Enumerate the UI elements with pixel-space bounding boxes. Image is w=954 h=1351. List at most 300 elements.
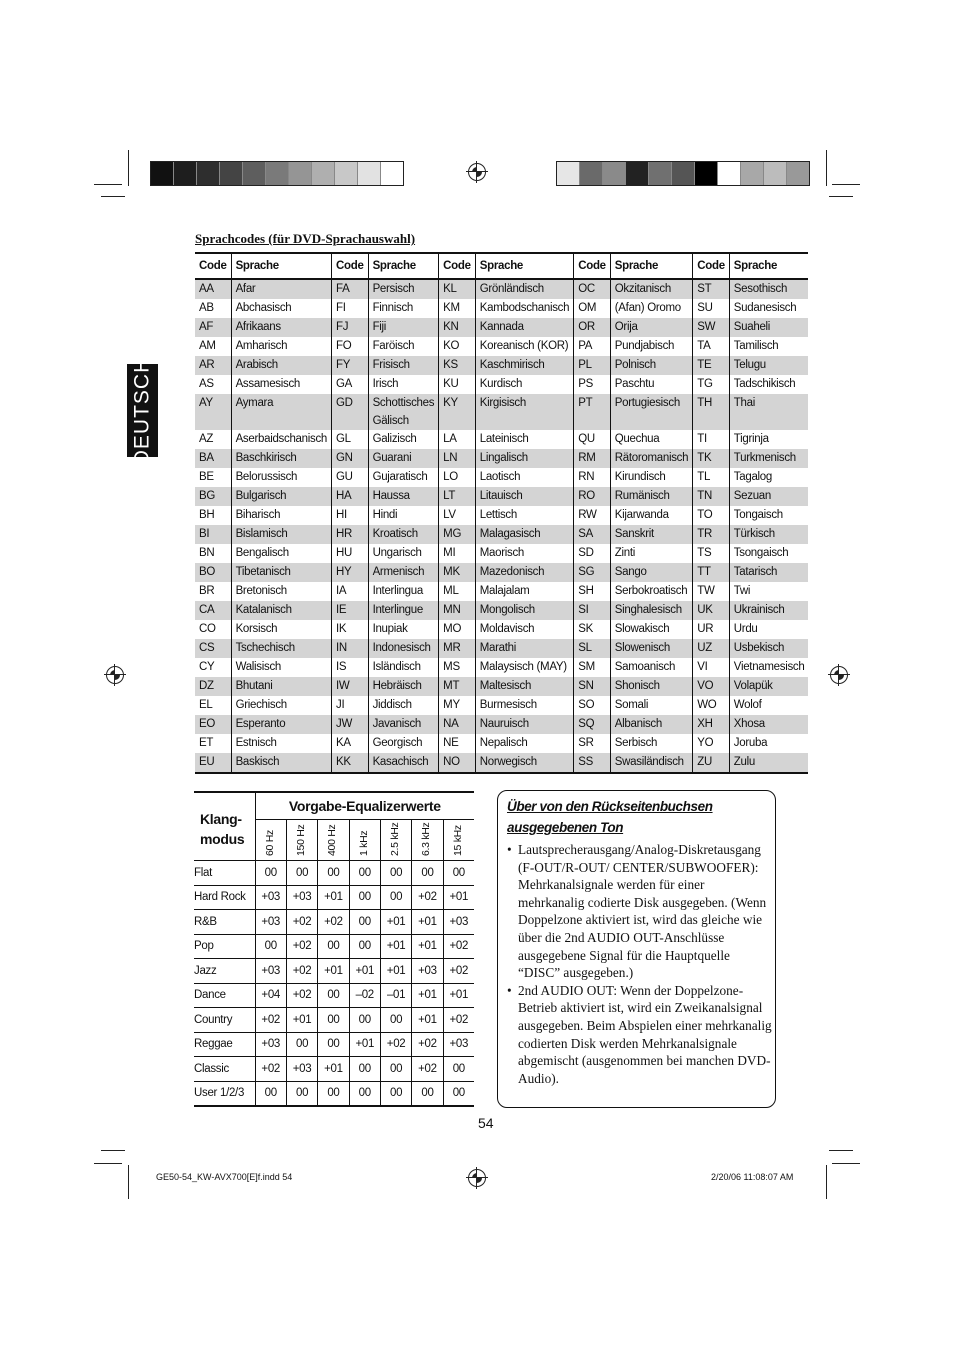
- language-name-cell: Litauisch: [475, 487, 573, 506]
- language-code-cell: EO: [195, 715, 231, 734]
- language-name-cell: Sesothisch: [729, 279, 808, 299]
- language-name-cell: Arabisch: [231, 356, 331, 375]
- equalizer-value: 00: [349, 885, 380, 910]
- equalizer-value: +03: [443, 1032, 474, 1057]
- footer-timestamp: 2/20/06 11:08:07 AM: [711, 1172, 794, 1182]
- color-swatch: [626, 162, 649, 185]
- language-name-cell: Pundjabisch: [610, 337, 692, 356]
- sound-mode-name: R&B: [194, 910, 255, 935]
- language-code-cell: TK: [693, 449, 730, 468]
- table-row: [194, 910, 474, 935]
- language-code-cell: KY: [439, 394, 476, 430]
- language-code-cell: EU: [195, 753, 231, 773]
- frequency-header: [349, 820, 380, 861]
- language-code-cell: CY: [199, 661, 215, 673]
- equalizer-value: 00: [443, 1081, 474, 1106]
- frequency-label: 2.5 kHz: [389, 822, 402, 856]
- language-name-cell: Finnisch: [368, 299, 439, 318]
- equalizer-value: +03: [443, 910, 474, 935]
- language-side-tab: [127, 356, 158, 465]
- table-row: [195, 658, 808, 677]
- language-code-cell: IA: [332, 582, 369, 601]
- table-row: [195, 337, 808, 356]
- language-name-cell: Telugu: [729, 356, 808, 375]
- table-row: [195, 563, 808, 582]
- table-row: [195, 375, 808, 394]
- language-code-cell: JW: [332, 715, 369, 734]
- language-name-cell: Polnisch: [610, 356, 692, 375]
- language-code-cell: TG: [693, 375, 730, 394]
- language-name-cell: Irisch: [368, 375, 439, 394]
- color-swatch: [289, 162, 312, 185]
- crop-mark: [128, 150, 129, 186]
- language-name-cell: Wolof: [729, 696, 808, 715]
- language-name-cell: Galizisch: [368, 430, 439, 449]
- language-code-cell: AS: [199, 378, 214, 390]
- sound-mode-name: Jazz: [194, 959, 255, 984]
- footer-file-name: GE50-54_KW-AVX700[E]f.indd 54: [156, 1172, 293, 1182]
- frequency-label: 6.3 kHz: [420, 822, 433, 856]
- language-name-cell: Kroatisch: [368, 525, 439, 544]
- table-row: [194, 934, 474, 959]
- language-name-cell: Burmesisch: [475, 696, 573, 715]
- registration-mark-icon: [106, 666, 124, 684]
- language-code-cell: AA: [195, 279, 231, 299]
- language-code-cell: UR: [693, 620, 730, 639]
- language-name-cell: Lingalisch: [475, 449, 573, 468]
- table-row: [195, 356, 808, 375]
- language-name-cell: Malaysisch (MAY): [475, 658, 573, 677]
- equalizer-value: 00: [412, 861, 443, 886]
- equalizer-value: +01: [380, 934, 411, 959]
- language-name-cell: Tsongaisch: [729, 544, 808, 563]
- language-name-cell: Usbekisch: [729, 639, 808, 658]
- language-column-header: Sprache: [729, 253, 808, 279]
- color-swatch: [335, 162, 358, 185]
- equalizer-value: 00: [286, 861, 317, 886]
- language-name-cell: Indonesisch: [368, 639, 439, 658]
- info-bullet-list: [507, 841, 772, 1087]
- crop-mark: [829, 1150, 853, 1151]
- language-name-cell: Bulgarisch: [231, 487, 331, 506]
- language-code-cell: GD: [332, 394, 369, 430]
- language-code-cell: HA: [332, 487, 369, 506]
- equalizer-value: 00: [349, 1081, 380, 1106]
- language-code-cell: ST: [693, 279, 730, 299]
- language-code-cell: SL: [574, 639, 611, 658]
- language-code-cell: GN: [332, 449, 369, 468]
- equalizer-value: 00: [349, 934, 380, 959]
- equalizer-value: 00: [380, 1008, 411, 1033]
- frequency-header: [380, 820, 411, 861]
- language-name-cell: Sanskrit: [610, 525, 692, 544]
- language-name-cell: Zinti: [610, 544, 692, 563]
- equalizer-value: +02: [412, 1057, 443, 1082]
- language-name-cell: Nauruisch: [475, 715, 573, 734]
- equalizer-value: +02: [443, 959, 474, 984]
- language-code-cell: HI: [332, 506, 369, 525]
- sound-mode-name: Flat: [194, 861, 255, 886]
- language-name-cell: Sezuan: [729, 487, 808, 506]
- frequency-header: [286, 820, 317, 861]
- table-row: [195, 582, 808, 601]
- table-row: [195, 279, 808, 299]
- language-code-cell: MI: [439, 544, 476, 563]
- equalizer-value: +02: [318, 910, 349, 935]
- language-name-cell: Tatarisch: [729, 563, 808, 582]
- language-name-cell: Malagasisch: [475, 525, 573, 544]
- language-name-cell: Schottisches Gälisch: [368, 394, 439, 430]
- equalizer-value: –02: [349, 983, 380, 1008]
- crop-mark: [829, 196, 853, 197]
- language-name-cell: Tigrinja: [729, 430, 808, 449]
- language-name-cell: Kaschmirisch: [475, 356, 573, 375]
- language-name-cell: Inupiak: [368, 620, 439, 639]
- language-name-cell: Walisisch: [231, 658, 331, 677]
- equalizer-value: +01: [380, 910, 411, 935]
- table-row: [195, 639, 808, 658]
- language-name-cell: Turkmenisch: [729, 449, 808, 468]
- color-swatch: [220, 162, 243, 185]
- language-code-cell: ET: [199, 737, 214, 749]
- language-name-cell: Assamesisch: [231, 375, 331, 394]
- language-name-cell: Interlingua: [368, 582, 439, 601]
- language-code-cell: RW: [574, 506, 611, 525]
- language-code-cell: QU: [574, 430, 611, 449]
- language-code-cell: SI: [574, 601, 611, 620]
- language-code-cell: GL: [332, 430, 369, 449]
- language-code-cell: FJ: [332, 318, 369, 337]
- language-name-cell: Nepalisch: [475, 734, 573, 753]
- language-code-cell: DZ: [195, 677, 231, 696]
- equalizer-value: 00: [255, 934, 286, 959]
- equalizer-value: 00: [318, 1032, 349, 1057]
- language-name-cell: Afar: [231, 279, 331, 299]
- language-name-cell: Marathi: [475, 639, 573, 658]
- preset-values-header: Vorgabe-Equalizerwerte: [255, 792, 474, 820]
- equalizer-value: +03: [255, 1032, 286, 1057]
- equalizer-value: +01: [443, 885, 474, 910]
- language-code-cell: HU: [332, 544, 369, 563]
- equalizer-value: +01: [412, 983, 443, 1008]
- table-row: [195, 544, 808, 563]
- code-column-header: Code: [574, 253, 611, 279]
- language-code-cell: VO: [693, 677, 730, 696]
- language-code-cell: MS: [439, 658, 476, 677]
- language-code-cell: MR: [439, 639, 476, 658]
- language-code-cell: TN: [693, 487, 730, 506]
- crop-mark: [128, 1165, 129, 1199]
- language-name-cell: Paschtu: [610, 375, 692, 394]
- language-code-cell: AB: [199, 302, 214, 314]
- equalizer-value: +01: [286, 1008, 317, 1033]
- table-row: [195, 299, 808, 318]
- registration-mark-icon: [468, 163, 486, 181]
- language-code-cell: TI: [693, 430, 730, 449]
- color-swatch: [741, 162, 764, 185]
- equalizer-value: +01: [412, 910, 443, 935]
- language-name-cell: Serbokroatisch: [610, 582, 692, 601]
- language-code-cell: LA: [439, 430, 476, 449]
- language-code-cell: TO: [693, 506, 730, 525]
- language-code-cell: PT: [574, 394, 611, 430]
- language-code-cell: LO: [439, 468, 476, 487]
- language-name-cell: Kambodschanisch: [475, 299, 573, 318]
- frequency-label: 1 kHz: [357, 830, 370, 856]
- language-name-cell: Armenisch: [368, 563, 439, 582]
- language-code-cell: YO: [693, 734, 730, 753]
- language-code-cell: KL: [439, 279, 476, 299]
- equalizer-value: 00: [318, 1081, 349, 1106]
- color-swatch: [787, 162, 809, 185]
- language-name-cell: Frisisch: [368, 356, 439, 375]
- language-code-cell: BE: [199, 471, 214, 483]
- language-name-cell: Tamilisch: [729, 337, 808, 356]
- equalizer-value: 00: [380, 1057, 411, 1082]
- page-number: 54: [478, 1115, 494, 1131]
- language-name-cell: Rumänisch: [610, 487, 692, 506]
- language-code-cell: KA: [332, 734, 369, 753]
- color-swatch: [197, 162, 220, 185]
- equalizer-value: +01: [318, 959, 349, 984]
- language-name-cell: Xhosa: [729, 715, 808, 734]
- table-row: [195, 487, 808, 506]
- equalizer-value: +03: [286, 885, 317, 910]
- language-name-cell: Gujaratisch: [368, 468, 439, 487]
- color-swatch: [266, 162, 289, 185]
- equalizer-value: +01: [380, 959, 411, 984]
- language-name-cell: Tibetanisch: [231, 563, 331, 582]
- language-name-cell: Bretonisch: [231, 582, 331, 601]
- sound-mode-name: Hard Rock: [194, 885, 255, 910]
- language-code-cell: SW: [693, 318, 730, 337]
- language-code-cell: IE: [332, 601, 369, 620]
- language-name-cell: Baskisch: [231, 753, 331, 773]
- language-code-cell: IW: [332, 677, 369, 696]
- language-name-cell: Samoanisch: [610, 658, 692, 677]
- language-code-cell: RM: [574, 449, 611, 468]
- table-row: [195, 601, 808, 620]
- language-name-cell: Lateinisch: [475, 430, 573, 449]
- frequency-header: [255, 820, 286, 861]
- language-code-cell: LV: [439, 506, 476, 525]
- language-code-cell: SR: [574, 734, 611, 753]
- language-name-cell: Thai: [729, 394, 808, 430]
- frequency-label: 60 Hz: [263, 830, 276, 856]
- crop-mark: [832, 184, 860, 185]
- equalizer-value: 00: [349, 1008, 380, 1033]
- frequency-label: 400 Hz: [326, 824, 339, 856]
- language-code-cell: TA: [693, 337, 730, 356]
- equalizer-value: 00: [255, 1081, 286, 1106]
- equalizer-value: –01: [380, 983, 411, 1008]
- language-code-cell: MY: [439, 696, 476, 715]
- language-code-cell: PL: [574, 356, 611, 375]
- language-code-cell: TT: [693, 563, 730, 582]
- sound-mode-name: User 1/2/3: [194, 1087, 245, 1100]
- language-name-cell: Albanisch: [610, 715, 692, 734]
- language-code-cell: AR: [195, 356, 231, 375]
- language-name-cell: Jiddisch: [368, 696, 439, 715]
- table-row: [195, 677, 808, 696]
- language-name-cell: Swasiländisch: [610, 753, 692, 773]
- language-code-cell: AY: [195, 394, 231, 430]
- language-code-cell: KK: [332, 753, 369, 773]
- language-name-cell: Slowakisch: [610, 620, 692, 639]
- language-name-cell: Tagalog: [729, 468, 808, 487]
- language-name-cell: Vietnamesisch: [729, 658, 808, 677]
- language-code-cell: NO: [439, 753, 476, 773]
- color-swatch: [312, 162, 335, 185]
- language-code-cell: ML: [439, 582, 476, 601]
- table-row: [195, 753, 808, 773]
- table-row: [195, 449, 808, 468]
- language-name-cell: Lettisch: [475, 506, 573, 525]
- equalizer-value: +02: [255, 1008, 286, 1033]
- info-box-title: [507, 796, 727, 838]
- language-name-cell: Fiji: [368, 318, 439, 337]
- equalizer-value: +01: [443, 983, 474, 1008]
- sound-mode-header: [194, 792, 255, 861]
- language-name-cell: Kasachisch: [368, 753, 439, 773]
- language-name-cell: Bhutani: [231, 677, 331, 696]
- color-bar-left: [150, 161, 404, 186]
- language-name-cell: Haussa: [368, 487, 439, 506]
- language-name-cell: Maltesisch: [475, 677, 573, 696]
- language-code-cell: TW: [693, 582, 730, 601]
- equalizer-value: 00: [349, 910, 380, 935]
- frequency-label: 15 kHz: [451, 825, 464, 856]
- language-code-cell: NE: [439, 734, 476, 753]
- language-name-cell: Biharisch: [231, 506, 331, 525]
- language-code-cell: TH: [693, 394, 730, 430]
- language-column-header: Sprache: [475, 253, 573, 279]
- info-bullet: • Lautsprecherausgang/Analog-Diskretausgang (F-OUT/R-OUT/ CENTER/SUBWOOFER): Mehrkanalsignale werden für einer mehrkanalig codierte Disk ausgegeben. (Wenn Doppelzone aktiviert ist, wird das gleiche wie über die 2nd AUDIO OUT-Anschlüsse ausgegebene Signal für die Hauptquelle “DISC” ausgegeben.): [507, 841, 772, 982]
- equalizer-value: 00: [318, 934, 349, 959]
- language-code-cell: KU: [439, 375, 476, 394]
- equalizer-value: 00: [318, 1008, 349, 1033]
- color-swatch: [718, 162, 741, 185]
- language-name-cell: Tadschikisch: [729, 375, 808, 394]
- language-code-cell: JI: [332, 696, 369, 715]
- sound-mode-name: Classic: [194, 1057, 255, 1082]
- language-code-cell: GA: [332, 375, 369, 394]
- language-code-cell: TS: [693, 544, 730, 563]
- equalizer-value: +03: [255, 885, 286, 910]
- info-title-line1: Über von den Rückseitenbuchsen: [507, 799, 713, 814]
- equalizer-value: +02: [286, 910, 317, 935]
- table-row: [195, 696, 808, 715]
- language-code-cell: SA: [574, 525, 611, 544]
- language-name-cell: Bengalisch: [231, 544, 331, 563]
- language-name-cell: Belorussisch: [231, 468, 331, 487]
- registration-mark-icon: [468, 1169, 486, 1187]
- language-code-cell: AZ: [199, 433, 214, 445]
- color-swatch: [381, 162, 403, 185]
- equalizer-value: 00: [318, 983, 349, 1008]
- language-codes-title: Sprachcodes (für DVD-Sprachauswahl): [195, 231, 416, 246]
- sound-mode-name: Pop: [194, 934, 255, 959]
- sound-mode-header-line2: modus: [200, 831, 245, 847]
- code-column-header: Code: [195, 253, 231, 279]
- language-code-cell: MT: [439, 677, 476, 696]
- frequency-header: [443, 820, 474, 861]
- equalizer-value: +01: [318, 1057, 349, 1082]
- equalizer-value: +02: [255, 1057, 286, 1082]
- table-row: [195, 506, 808, 525]
- language-code-cell: PS: [574, 375, 611, 394]
- equalizer-value: +02: [443, 934, 474, 959]
- equalizer-value: +03: [286, 1057, 317, 1082]
- language-code-cell: PA: [574, 337, 611, 356]
- language-name-cell: Kannada: [475, 318, 573, 337]
- language-code-cell: SS: [574, 753, 611, 773]
- language-code-cell: SO: [574, 696, 611, 715]
- language-code-cell: OR: [574, 318, 611, 337]
- language-name-cell: Korsisch: [231, 620, 331, 639]
- crop-mark: [94, 184, 122, 185]
- crop-mark: [832, 1163, 860, 1164]
- color-swatch: [672, 162, 695, 185]
- language-name-cell: Afrikaans: [231, 318, 331, 337]
- table-row: [194, 983, 474, 1008]
- language-code-cell: MO: [439, 620, 476, 639]
- sound-mode-name: Country: [194, 1008, 255, 1033]
- language-name-cell: Ukrainisch: [729, 601, 808, 620]
- language-name-cell: Baschkirisch: [231, 449, 331, 468]
- language-code-cell: AF: [195, 318, 231, 337]
- language-column-header: Sprache: [368, 253, 439, 279]
- language-name-cell: Griechisch: [231, 696, 331, 715]
- language-code-cell: CA: [195, 601, 231, 620]
- language-code-cell: FA: [332, 279, 369, 299]
- crop-mark: [94, 1163, 122, 1164]
- language-code-cell: SK: [574, 620, 611, 639]
- sound-mode-header-line1: Klang-: [200, 811, 242, 827]
- equalizer-value: +01: [349, 959, 380, 984]
- table-row: [194, 1057, 474, 1082]
- color-swatch: [764, 162, 787, 185]
- language-name-cell: Singhalesisch: [610, 601, 692, 620]
- language-code-cell: RO: [574, 487, 611, 506]
- equalizer-value: 00: [318, 861, 349, 886]
- language-code-cell: BN: [199, 547, 215, 559]
- language-name-cell: Shonisch: [610, 677, 692, 696]
- language-code-cell: IK: [332, 620, 369, 639]
- language-name-cell: Malajalam: [475, 582, 573, 601]
- language-code-cell: FO: [332, 337, 369, 356]
- language-code-cell: KM: [439, 299, 476, 318]
- language-code-cell: CO: [199, 623, 216, 635]
- language-name-cell: Bislamisch: [231, 525, 331, 544]
- language-code-cell: HY: [332, 563, 369, 582]
- equalizer-value: 00: [443, 1057, 474, 1082]
- language-code-cell: FI: [332, 299, 369, 318]
- crop-mark: [101, 1150, 125, 1151]
- language-name-cell: Portugiesisch: [610, 394, 692, 430]
- color-swatch: [243, 162, 266, 185]
- language-code-cell: KS: [439, 356, 476, 375]
- table-row: [194, 861, 474, 886]
- language-code-cell: CS: [195, 639, 231, 658]
- language-code-cell: LT: [439, 487, 476, 506]
- language-name-cell: Kurdisch: [475, 375, 573, 394]
- language-name-cell: Maorisch: [475, 544, 573, 563]
- equalizer-value: 00: [255, 861, 286, 886]
- equalizer-value: +02: [286, 983, 317, 1008]
- language-name-cell: Esperanto: [231, 715, 331, 734]
- language-name-cell: Tschechisch: [231, 639, 331, 658]
